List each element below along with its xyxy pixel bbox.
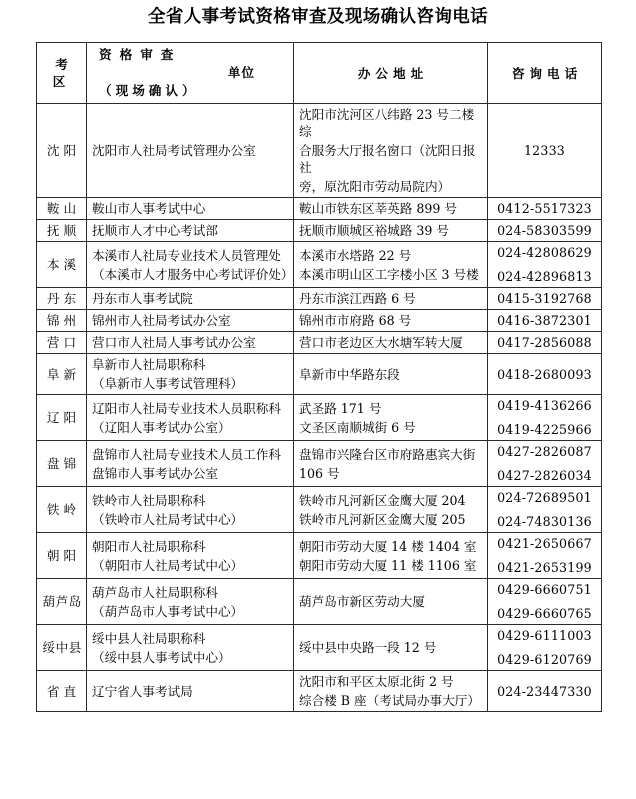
column-header-unit-line2: 单位: [227, 65, 255, 80]
review-unit-line: （葫芦岛市人事考试中心）: [92, 603, 244, 619]
consultation-phone-line: 0419-4136266: [497, 398, 592, 413]
review-unit-line: 辽阳市人社局专业技术人员职称科: [92, 400, 281, 416]
cell-region: 辽阳: [37, 395, 87, 441]
office-address-line: 本溪市明山区工字楼小区 3 号楼: [299, 266, 479, 282]
consultation-phone-line: 024-23447330: [497, 683, 592, 699]
cell-office-address: [294, 104, 488, 198]
cell-region: 阜新: [37, 354, 87, 395]
review-unit-line: （辽阳人事考试办公室）: [92, 419, 231, 435]
review-unit-line: 盘锦市人社局专业技术人员工作科: [92, 446, 281, 462]
review-unit-line: （本溪市人才服务中心考试评价处）: [92, 266, 294, 282]
cell-review-unit: [87, 671, 294, 712]
cell-region: 盘锦: [37, 441, 87, 487]
office-address-line: 武圣路 171 号: [299, 400, 382, 416]
consultation-phone-line: 0427-2826034: [497, 468, 592, 483]
cell-office-address: [294, 288, 488, 310]
office-address-line: 沈阳市沈河区八纬路 23 号二楼综: [299, 107, 475, 139]
cell-office-address: [294, 198, 488, 220]
office-address-line: 106 号: [299, 465, 340, 481]
cell-consultation-phone: [488, 625, 602, 671]
office-address-line: 营口市老边区大水塘军转大厦: [299, 335, 463, 350]
cell-consultation-phone: [488, 671, 602, 712]
review-unit-line: 营口市人社局人事考试办公室: [92, 335, 256, 350]
table-header-row: [37, 43, 602, 104]
consultation-phone-table: [36, 42, 602, 712]
cell-review-unit: [87, 104, 294, 198]
cell-region: 营口: [37, 332, 87, 354]
cell-region: 铁岭: [37, 487, 87, 533]
consultation-phone-line: 0415-3192768: [497, 291, 592, 306]
cell-review-unit: [87, 332, 294, 354]
office-address-line: 铁岭市凡河新区金鹰大厦 205: [299, 511, 466, 527]
cell-office-address: [294, 487, 488, 533]
cell-consultation-phone: [488, 579, 602, 625]
cell-consultation-phone: [488, 533, 602, 579]
cell-consultation-phone: [488, 310, 602, 332]
cell-review-unit: [87, 198, 294, 220]
office-address-line: 朝阳市劳动大厦 14 楼 1404 室: [299, 538, 477, 554]
consultation-phone-line: 0427-2826087: [497, 444, 592, 459]
cell-review-unit: [87, 579, 294, 625]
table-row: [37, 310, 602, 332]
table-row: [37, 579, 602, 625]
cell-office-address: [294, 625, 488, 671]
cell-review-unit: [87, 533, 294, 579]
review-unit-line: 盘锦市人事考试办公室: [92, 465, 218, 481]
consultation-phone-line: 0421-2650667: [497, 536, 592, 551]
review-unit-line: （朝阳市人社局考试中心）: [92, 557, 244, 573]
review-unit-line: 抚顺市人才中心考试部: [92, 223, 218, 238]
review-unit-line: （绥中县人事考试中心）: [92, 649, 231, 665]
table-row: [37, 533, 602, 579]
table-row: [37, 441, 602, 487]
cell-consultation-phone: [488, 395, 602, 441]
office-address-line: 盘锦市兴隆台区市府路惠宾大街: [299, 446, 476, 462]
column-header-address: 办公地址: [294, 43, 488, 104]
cell-review-unit: [87, 242, 294, 288]
review-unit-line: 本溪市人社局专业技术人员管理处: [92, 247, 281, 263]
cell-consultation-phone: [488, 198, 602, 220]
page-title: 全省人事考试资格审查及现场确认咨询电话: [147, 7, 489, 27]
table-row: [37, 220, 602, 242]
table-row: [37, 354, 602, 395]
office-address-line: 文圣区南顺城街 6 号: [299, 419, 416, 435]
cell-review-unit: [87, 310, 294, 332]
cell-region: 锦州: [37, 310, 87, 332]
column-header-region: 考区: [37, 43, 87, 104]
cell-office-address: [294, 671, 488, 712]
consultation-phone-line: 0421-2653199: [497, 560, 592, 575]
cell-region: 抚顺: [37, 220, 87, 242]
consultation-phone-line: 0417-2856088: [497, 335, 592, 350]
consultation-phone-line: 0429-6660751: [497, 582, 592, 597]
office-address-line: 旁，原沈阳市劳动局院内）: [299, 179, 451, 194]
cell-region: 沈阳: [37, 104, 87, 198]
review-unit-line: 葫芦岛市人社局职称科: [92, 584, 218, 600]
table-row: [37, 487, 602, 533]
office-address-line: 沈阳市和平区太原北街 2 号: [299, 674, 454, 689]
consultation-phone-line: 12333: [523, 143, 566, 158]
office-address-line: 锦州市市府路 68 号: [299, 313, 412, 328]
cell-office-address: [294, 242, 488, 288]
consultation-phone-line: 0416-3872301: [497, 313, 592, 328]
cell-review-unit: [87, 487, 294, 533]
column-header-unit-line3: （现场确认）: [99, 83, 199, 98]
cell-region: 朝阳: [37, 533, 87, 579]
cell-office-address: [294, 395, 488, 441]
consultation-phone-line: 024-42808629: [497, 245, 592, 260]
cell-consultation-phone: [488, 354, 602, 395]
cell-review-unit: [87, 395, 294, 441]
cell-review-unit: [87, 220, 294, 242]
review-unit-line: 阜新市人社局职称科: [92, 357, 206, 372]
cell-office-address: [294, 579, 488, 625]
cell-region: 鞍山: [37, 198, 87, 220]
cell-office-address: [294, 354, 488, 395]
office-address-line: 丹东市滨江西路 6 号: [299, 291, 416, 306]
table-row: [37, 242, 602, 288]
column-header-unit-line1: 资格审查: [99, 47, 182, 62]
consultation-phone-line: 024-58303599: [497, 223, 592, 238]
review-unit-line: 朝阳市人社局职称科: [92, 538, 206, 554]
column-header-phone: 咨询电话: [488, 43, 602, 104]
cell-region: 绥中县: [37, 625, 87, 671]
consultation-phone-line: 0429-6120769: [497, 652, 592, 667]
column-header-unit: [87, 43, 294, 104]
consultation-phone-line: 0429-6660765: [497, 606, 592, 621]
office-address-line: 本溪市水塔路 22 号: [299, 247, 412, 263]
office-address-line: 合服务大厅报名窗口（沈阳日报社: [299, 143, 476, 175]
consultation-phone-line: 0418-2680093: [497, 366, 592, 382]
table-row: [37, 288, 602, 310]
cell-consultation-phone: [488, 104, 602, 198]
cell-region: 葫芦岛: [37, 579, 87, 625]
review-unit-line: 辽宁省人事考试局: [92, 683, 193, 699]
cell-region: 本溪: [37, 242, 87, 288]
cell-consultation-phone: [488, 242, 602, 288]
consultation-phone-line: 0412-5517323: [497, 201, 592, 216]
review-unit-line: 沈阳市人社局考试管理办公室: [92, 143, 256, 158]
cell-review-unit: [87, 441, 294, 487]
office-address-line: 铁岭市凡河新区金鹰大厦 204: [299, 492, 466, 508]
review-unit-line: 绥中县人社局职称科: [92, 630, 206, 646]
review-unit-line: 丹东市人事考试院: [92, 291, 193, 306]
table-row: [37, 332, 602, 354]
review-unit-line: 鞍山市人事考试中心: [92, 201, 206, 216]
cell-consultation-phone: [488, 332, 602, 354]
consultation-phone-line: 024-42896813: [497, 269, 592, 284]
cell-region: 丹东: [37, 288, 87, 310]
cell-review-unit: [87, 625, 294, 671]
cell-review-unit: [87, 354, 294, 395]
office-address-line: 葫芦岛市新区劳动大厦: [299, 594, 425, 609]
table-row: [37, 104, 602, 198]
cell-region: 省直: [37, 671, 87, 712]
table-row: [37, 625, 602, 671]
table-row: [37, 671, 602, 712]
office-address-line: 综合楼 B 座（考试局办事大厅）: [299, 693, 480, 708]
review-unit-line: （阜新市人事考试管理科）: [92, 376, 244, 391]
consultation-phone-line: 024-72689501: [497, 490, 592, 505]
cell-consultation-phone: [488, 288, 602, 310]
review-unit-line: （铁岭市人社局考试中心）: [92, 511, 244, 527]
cell-office-address: [294, 441, 488, 487]
consultation-phone-line: 0419-4225966: [497, 422, 592, 437]
cell-consultation-phone: [488, 220, 602, 242]
cell-consultation-phone: [488, 487, 602, 533]
table-row: [37, 198, 602, 220]
office-address-line: 抚顺市顺城区裕城路 39 号: [299, 223, 449, 238]
consultation-phone-line: 0429-6111003: [497, 628, 592, 643]
cell-office-address: [294, 332, 488, 354]
review-unit-line: 铁岭市人社局职称科: [92, 492, 206, 508]
cell-review-unit: [87, 288, 294, 310]
cell-office-address: [294, 533, 488, 579]
office-address-line: 绥中县中央路一段 12 号: [299, 640, 437, 655]
cell-office-address: [294, 220, 488, 242]
cell-office-address: [294, 310, 488, 332]
office-address-line: 阜新市中华路东段: [299, 366, 400, 382]
review-unit-line: 锦州市人社局考试办公室: [92, 313, 231, 328]
office-address-line: 鞍山市铁东区莘英路 899 号: [299, 201, 457, 216]
table-row: [37, 395, 602, 441]
consultation-phone-line: 024-74830136: [497, 514, 592, 529]
office-address-line: 朝阳市劳动大厦 11 楼 1106 室: [299, 557, 477, 573]
cell-consultation-phone: [488, 441, 602, 487]
